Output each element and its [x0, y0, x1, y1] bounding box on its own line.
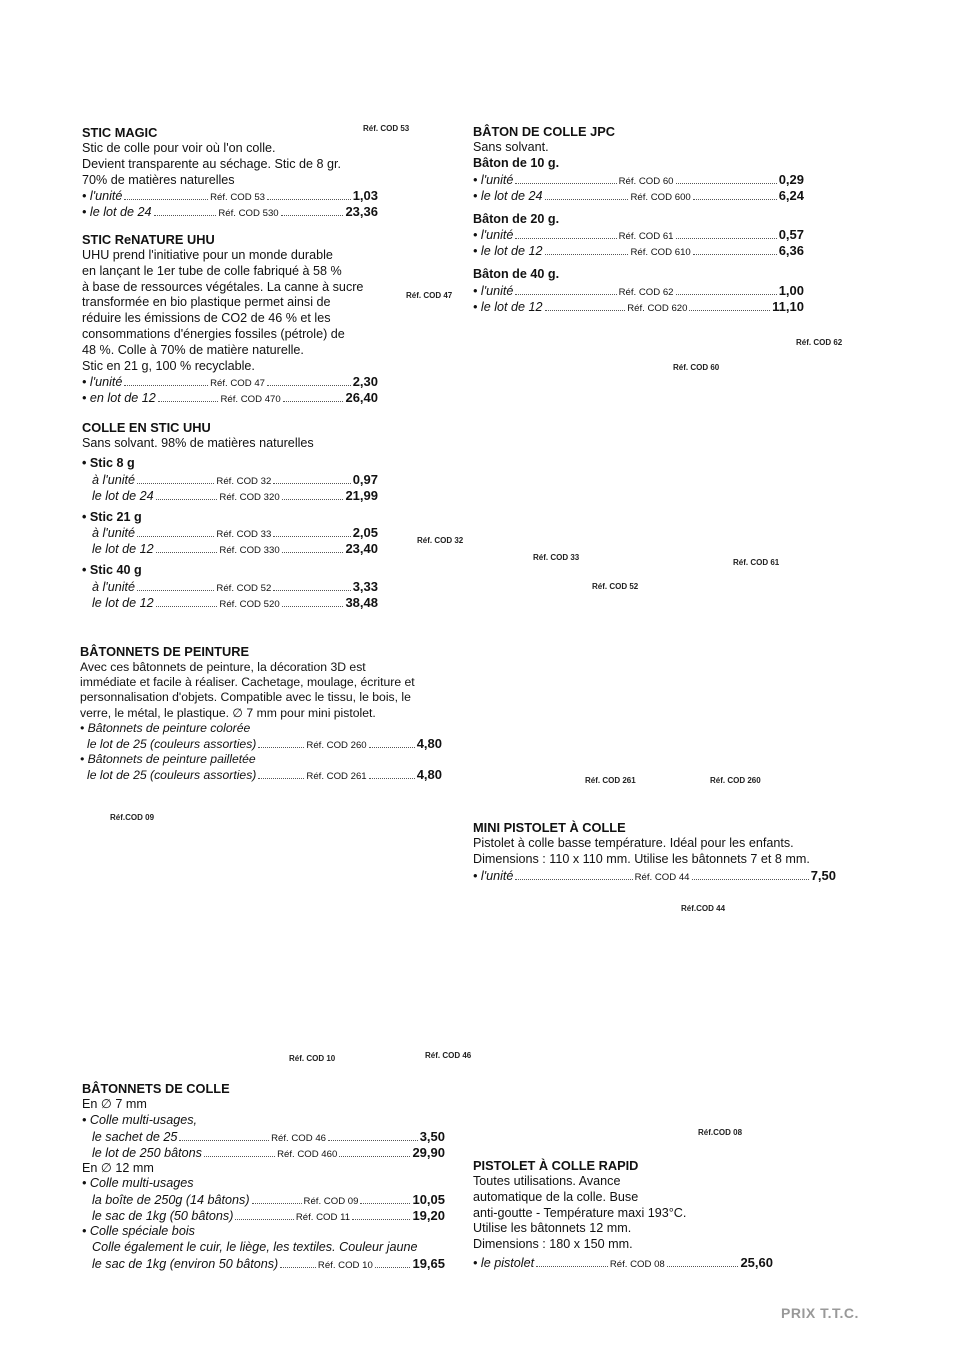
- price: 3,33: [352, 579, 378, 595]
- stic-renature-section: [82, 232, 378, 406]
- item-bullet: • Bâtonnets de peinture colorée: [80, 720, 251, 735]
- reference: Réf. COD 62: [618, 287, 674, 299]
- price: 25,60: [740, 1254, 773, 1270]
- reference: Réf. COD 33: [216, 529, 272, 541]
- leader-dots: [352, 1219, 410, 1220]
- price: 3,50: [419, 1128, 445, 1144]
- reference: Réf. COD 260: [306, 740, 367, 752]
- reference: Réf. COD 530: [218, 208, 279, 220]
- leader-dots: [545, 254, 629, 255]
- price-row: [82, 204, 378, 220]
- leader-dots: [137, 590, 214, 591]
- price-row: [473, 227, 804, 243]
- leader-dots: [667, 1266, 739, 1267]
- leader-dots: [676, 294, 777, 295]
- item-note: Colle également le cuir, le liège, les textiles. Couleur jaune: [92, 1239, 418, 1254]
- leader-dots: [689, 310, 770, 311]
- section-title: STIC MAGIC: [82, 125, 158, 140]
- reference: Réf. COD 520: [219, 599, 280, 611]
- leader-dots: [515, 879, 632, 880]
- mini-pistolet-section: [473, 820, 836, 884]
- reference: Réf. COD 11: [295, 1212, 351, 1224]
- leader-dots: [124, 385, 208, 386]
- price-row: [82, 1208, 445, 1224]
- leader-dots: [281, 215, 344, 216]
- price-label: à l'unité: [92, 526, 136, 541]
- price-label: le lot de 24: [92, 488, 154, 503]
- section-description: Toutes utilisations. Avance automatique de la colle. Buse anti-goutte - Température maxi 193°C. Utilise les bâtonnets 12 mm. Dimensions : 180 x 150 mm.: [473, 1174, 687, 1252]
- batonnets-colle-section: [82, 1081, 445, 1272]
- leader-dots: [154, 215, 217, 216]
- price-row: [82, 390, 378, 406]
- group-title: Bâton de 20 g.: [473, 211, 560, 226]
- reference: Réf. COD 320: [219, 491, 280, 503]
- price-label: • le pistolet: [473, 1255, 535, 1270]
- leader-dots: [536, 1266, 608, 1267]
- image-ref-label: Réf. COD 52: [592, 582, 639, 591]
- price-row: [473, 188, 804, 204]
- price-label: • l'unité: [473, 284, 514, 299]
- leader-dots: [282, 499, 344, 500]
- section-description: Pistolet à colle basse température. Idéal pour les enfants. Dimensions : 110 x 110 mm. Utilise les bâtonnets 7 et 8 mm.: [473, 836, 810, 866]
- price: 19,20: [412, 1208, 445, 1224]
- price-label: • le lot de 24: [82, 205, 152, 220]
- reference: Réf. COD 60: [618, 175, 674, 187]
- section-description: Sans solvant.: [473, 140, 549, 154]
- price: 6,24: [778, 187, 805, 203]
- baton-jpc-section: [473, 124, 804, 315]
- leader-dots: [273, 483, 350, 484]
- stic-magic-section: [82, 125, 378, 220]
- price-label: • l'unité: [82, 189, 123, 204]
- leader-dots: [515, 238, 616, 239]
- price-row: [82, 1256, 445, 1272]
- price: 26,40: [345, 390, 379, 406]
- reference: Réf. COD 61: [618, 231, 674, 243]
- price-label: • l'unité: [473, 172, 514, 187]
- reference: Réf. COD 470: [220, 394, 281, 406]
- leader-dots: [545, 310, 626, 311]
- price-row: [82, 1192, 445, 1208]
- reference: Réf. COD 08: [609, 1258, 665, 1270]
- price-row: [82, 374, 378, 390]
- leader-dots: [693, 254, 777, 255]
- section-title: BÂTON DE COLLE JPC: [473, 124, 615, 139]
- price: 23,36: [345, 204, 378, 220]
- price-row: [473, 243, 804, 259]
- price: 4,80: [416, 736, 442, 752]
- image-ref-label: Réf. COD 46: [425, 1051, 472, 1060]
- section-title: COLLE EN STIC UHU: [82, 420, 211, 435]
- section-description: Avec ces bâtonnets de peinture, la décoration 3D est immédiate et facile à réaliser. Cachetage, moulage, écriture et personnalisation d'objets. Compatible avec le tissu, le bois, le verre, le métal, le plastique. ∅ 7 mm pour mini pistolet.: [80, 660, 415, 720]
- price: 2,30: [352, 374, 378, 390]
- image-ref-label: Réf. COD 261: [585, 776, 636, 785]
- price: 2,05: [352, 525, 378, 541]
- reference: Réf. COD 261: [306, 771, 367, 783]
- leader-dots: [693, 199, 777, 200]
- price-label: la boîte de 250g (14 bâtons): [92, 1193, 250, 1208]
- group-title: • Stic 8 g: [82, 455, 135, 470]
- price-label: le sachet de 25: [92, 1129, 178, 1144]
- leader-dots: [124, 199, 208, 200]
- price-row: [82, 579, 378, 595]
- price-row: [473, 283, 804, 299]
- item-bullet: • Colle spéciale bois: [82, 1224, 195, 1239]
- price: 0,57: [778, 227, 804, 243]
- price: 1,00: [778, 283, 804, 299]
- leader-dots: [235, 1219, 293, 1220]
- image-ref-label: Réf.COD 09: [110, 813, 155, 822]
- price: 11,10: [772, 299, 804, 315]
- item-bullet: • Bâtonnets de peinture pailletée: [80, 752, 256, 767]
- price-label: • le lot de 24: [473, 188, 543, 203]
- price: 23,40: [345, 541, 378, 557]
- price-label: le sac de 1kg (50 bâtons): [92, 1209, 234, 1224]
- image-ref-label: Réf. COD 53: [363, 124, 410, 133]
- group-title: • Stic 40 g: [82, 563, 142, 578]
- leader-dots: [252, 1203, 302, 1204]
- price-label: • l'unité: [82, 375, 123, 390]
- leader-dots: [339, 1156, 410, 1157]
- reference: Réf. COD 53: [210, 192, 266, 204]
- prices-include-tax-note: PRIX T.T.C.: [781, 1305, 859, 1321]
- leader-dots: [369, 778, 415, 779]
- image-ref-label: Réf. COD 10: [289, 1054, 336, 1063]
- image-ref-label: Réf. COD 60: [673, 363, 720, 372]
- price-label: • en lot de 12: [82, 391, 156, 406]
- price: 4,80: [416, 767, 442, 783]
- colle-stic-uhu-section: [82, 420, 378, 611]
- leader-dots: [179, 1140, 269, 1141]
- item-bullet: • Colle multi-usages: [82, 1176, 194, 1191]
- price-label: le lot de 12: [92, 542, 154, 557]
- leader-dots: [156, 552, 218, 553]
- price: 21,99: [345, 487, 378, 503]
- leader-dots: [676, 183, 777, 184]
- price-row: [82, 1145, 445, 1161]
- item-bullet: • Colle multi-usages,: [82, 1112, 197, 1127]
- leader-dots: [280, 1267, 316, 1268]
- reference: Réf. COD 600: [630, 191, 691, 203]
- reference: Réf. COD 09: [303, 1196, 359, 1208]
- image-ref-label: Réf.COD 44: [681, 904, 726, 913]
- price-row: [473, 1255, 773, 1271]
- leader-dots: [283, 401, 344, 402]
- group-title: Bâton de 40 g.: [473, 267, 560, 282]
- price-row: [82, 1129, 445, 1145]
- price-label: le lot de 25 (couleurs assorties): [87, 768, 257, 783]
- price-label: le sac de 1kg (environ 50 bâtons): [92, 1256, 279, 1271]
- leader-dots: [360, 1203, 410, 1204]
- group-title: Bâton de 10 g.: [473, 155, 560, 170]
- leader-dots: [156, 606, 218, 607]
- price: 10,05: [412, 1192, 446, 1208]
- section-description: Stic de colle pour voir où l'on colle. Devient transparente au séchage. Stic de 8 gr. 70% de matières naturelles: [82, 141, 342, 187]
- price: 19,65: [412, 1255, 446, 1271]
- price-row: [82, 488, 378, 504]
- section-title: STIC ReNATURE UHU: [82, 232, 215, 247]
- leader-dots: [267, 385, 351, 386]
- leader-dots: [369, 747, 415, 748]
- leader-dots: [692, 879, 809, 880]
- price-label: • l'unité: [473, 868, 514, 883]
- price: 1,03: [352, 188, 378, 204]
- price-label: le lot de 25 (couleurs assorties): [87, 737, 257, 752]
- section-description: Sans solvant. 98% de matières naturelles: [82, 436, 314, 450]
- image-ref-label: Réf. COD 61: [733, 558, 780, 567]
- image-ref-label: Réf. COD 32: [417, 536, 464, 545]
- leader-dots: [204, 1156, 275, 1157]
- price: 6,36: [778, 243, 805, 259]
- leader-dots: [137, 483, 214, 484]
- price-row: [80, 736, 442, 752]
- leader-dots: [258, 778, 304, 779]
- leader-dots: [282, 552, 344, 553]
- leader-dots: [375, 1267, 411, 1268]
- price-row: [82, 595, 378, 611]
- leader-dots: [273, 590, 350, 591]
- price: 0,29: [778, 171, 804, 187]
- leader-dots: [515, 183, 616, 184]
- price-row: [473, 172, 804, 188]
- image-ref-label: Réf. COD 62: [796, 338, 843, 347]
- price-row: [82, 541, 378, 557]
- price-label: à l'unité: [92, 580, 136, 595]
- price-label: • le lot de 12: [473, 300, 543, 315]
- image-ref-label: Réf. COD 47: [406, 291, 453, 300]
- section-title: MINI PISTOLET À COLLE: [473, 820, 626, 835]
- leader-dots: [258, 747, 304, 748]
- leader-dots: [156, 499, 218, 500]
- section-title: BÂTONNETS DE COLLE: [82, 1081, 230, 1096]
- price: 7,50: [810, 867, 836, 883]
- price: 38,48: [345, 595, 378, 611]
- reference: Réf. COD 32: [216, 475, 272, 487]
- price-label: le lot de 250 bâtons: [92, 1145, 202, 1160]
- price-label: le lot de 12: [92, 596, 154, 611]
- price-row: [82, 188, 378, 204]
- pistolet-rapid-section: [473, 1158, 773, 1271]
- reference: Réf. COD 10: [317, 1259, 373, 1271]
- price-row: [80, 767, 442, 783]
- leader-dots: [282, 606, 344, 607]
- leader-dots: [137, 536, 214, 537]
- reference: Réf. COD 460: [277, 1148, 338, 1160]
- reference: Réf. COD 47: [210, 378, 266, 390]
- image-ref-label: Réf. COD 260: [710, 776, 761, 785]
- section-description: UHU prend l'initiative pour un monde durable en lançant le 1er tube de colle fabriqué à 58 % à base de ressources végétales. La canne à sucre transformée en bio plastique permet ainsi de réduire les émissions de CO2 de 46 % et les consommations d'énergies fossiles (pétrole) de 48 %. Colle à 70% de matière naturelle. Stic en 21 g, 100 % recyclable.: [82, 248, 364, 373]
- batonnets-peinture-section: [80, 644, 442, 783]
- price: 29,90: [412, 1144, 445, 1160]
- size-label: En ∅ 12 mm: [82, 1160, 154, 1175]
- image-ref-label: Réf.COD 08: [698, 1128, 743, 1137]
- section-title: BÂTONNETS DE PEINTURE: [80, 644, 249, 659]
- reference: Réf. COD 620: [627, 303, 688, 315]
- group-title: • Stic 21 g: [82, 509, 142, 524]
- price-row: [473, 868, 836, 884]
- price-row: [473, 299, 804, 315]
- leader-dots: [267, 199, 351, 200]
- reference: Réf. COD 52: [216, 583, 272, 595]
- reference: Réf. COD 330: [219, 545, 280, 557]
- leader-dots: [545, 199, 629, 200]
- reference: Réf. COD 610: [630, 247, 691, 259]
- price-label: • l'unité: [473, 228, 514, 243]
- price-row: [82, 525, 378, 541]
- reference: Réf. COD 46: [271, 1132, 327, 1144]
- size-label: En ∅ 7 mm: [82, 1097, 147, 1111]
- price-label: • le lot de 12: [473, 244, 543, 259]
- leader-dots: [515, 294, 616, 295]
- leader-dots: [676, 238, 777, 239]
- price: 0,97: [352, 471, 378, 487]
- price-label: à l'unité: [92, 472, 136, 487]
- leader-dots: [158, 401, 219, 402]
- price-row: [82, 472, 378, 488]
- reference: Réf. COD 44: [634, 871, 690, 883]
- leader-dots: [328, 1140, 418, 1141]
- section-title: PISTOLET À COLLE RAPID: [473, 1158, 639, 1173]
- image-ref-label: Réf. COD 33: [533, 553, 580, 562]
- leader-dots: [273, 536, 350, 537]
